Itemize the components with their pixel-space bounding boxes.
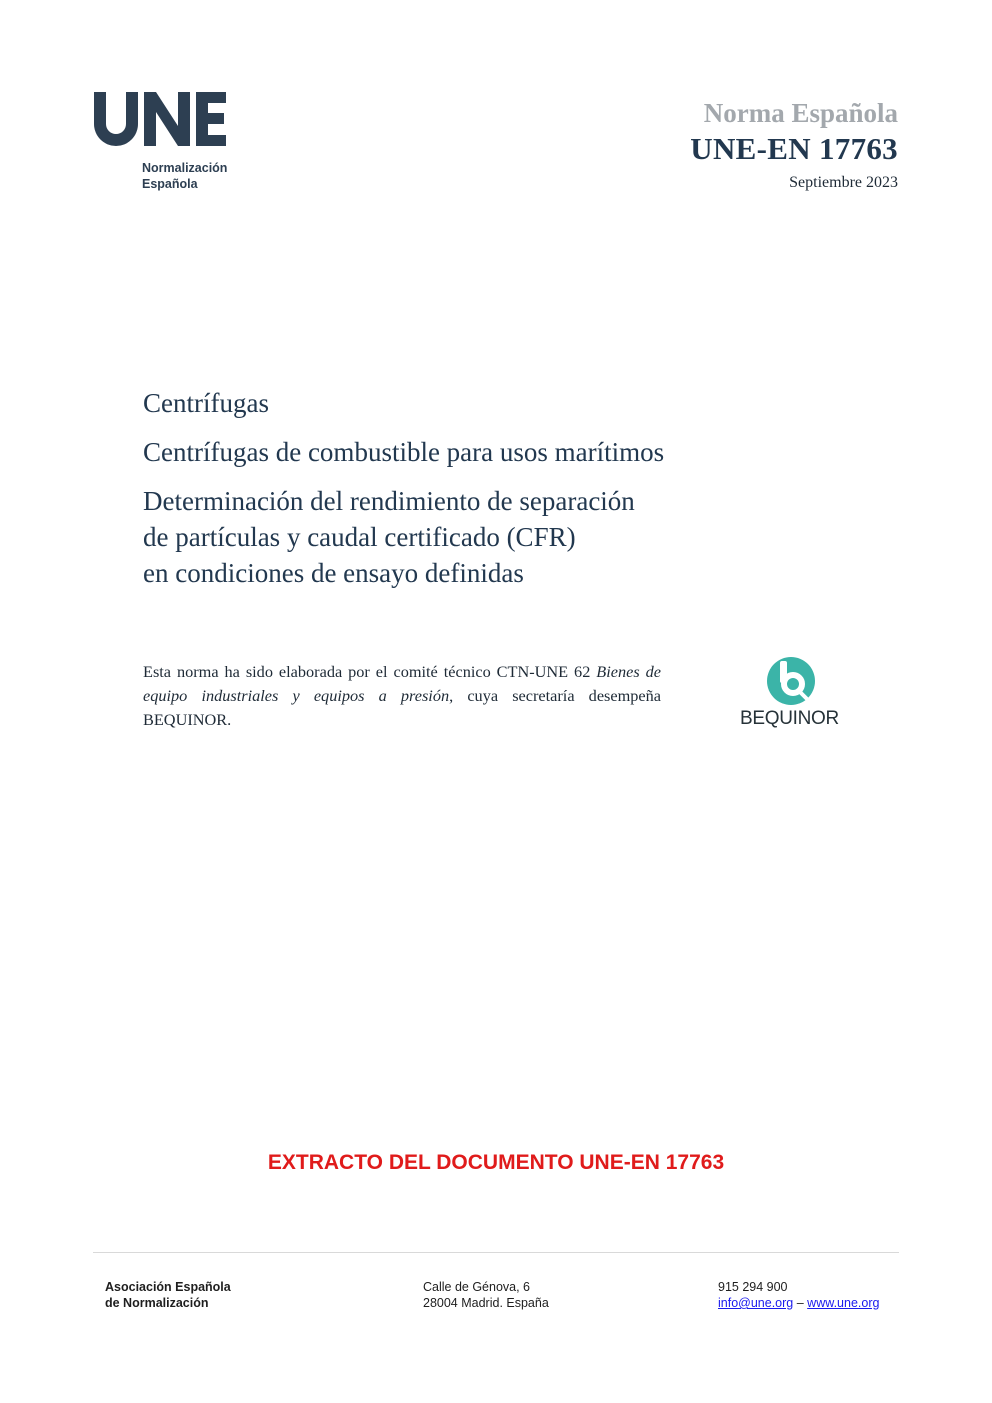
committee-text-before: Esta norma ha sido elaborada por el comité técnico CTN-UNE 62	[143, 662, 597, 681]
committee-name: Bienes de equipo industriales y equipos a presión	[143, 662, 661, 705]
footer-contact	[718, 1279, 879, 1311]
une-logo-mark	[92, 90, 232, 150]
footer-separator: –	[796, 1296, 804, 1310]
email-link[interactable]: info@une.org	[718, 1296, 794, 1310]
footer-association	[105, 1279, 231, 1311]
footer-address-line-2: 28004 Madrid. España	[423, 1296, 549, 1310]
publication-date: Septiembre 2023	[789, 174, 898, 191]
committee-statement	[143, 660, 661, 732]
footer-address	[423, 1279, 549, 1311]
footer-address-line-1: Calle de Génova, 6	[423, 1280, 531, 1294]
title-part-line-3: en condiciones de ensayo definidas	[143, 558, 524, 588]
une-logo	[92, 90, 232, 200]
logo-subtitle-1: Normalización	[142, 161, 228, 175]
title-part-line-1: Determinación del rendimiento de separación	[143, 486, 635, 516]
norma-code: UNE-EN 17763	[690, 131, 898, 166]
title-part-line-2: de partículas y caudal certificado (CFR)	[143, 522, 576, 552]
extract-notice: EXTRACTO DEL DOCUMENTO UNE-EN 17763	[267, 1151, 725, 1174]
footer-assoc-line-2: de Normalización	[105, 1296, 209, 1310]
footer-divider	[93, 1252, 899, 1253]
logo-subtitle-2: Española	[142, 177, 198, 191]
bequinor-icon	[736, 655, 848, 707]
footer-links	[718, 1295, 879, 1311]
title-main: Centrífugas	[143, 388, 269, 418]
standard-header	[690, 96, 898, 192]
norma-label: Norma Española	[703, 98, 898, 128]
bequinor-wordmark: BEQUINOR	[740, 708, 839, 729]
footer-assoc-line-1: Asociación Española	[105, 1280, 231, 1294]
bequinor-logo	[736, 655, 848, 735]
committee-text-after: , cuya secretaría desempeña BEQUINOR.	[143, 686, 662, 729]
title-part	[143, 483, 823, 591]
website-link[interactable]: www.une.org	[807, 1296, 880, 1310]
title-complementary: Centrífugas de combustible para usos marítimos	[143, 437, 665, 467]
document-titles	[143, 385, 823, 591]
footer-phone: 915 294 900	[718, 1280, 788, 1294]
